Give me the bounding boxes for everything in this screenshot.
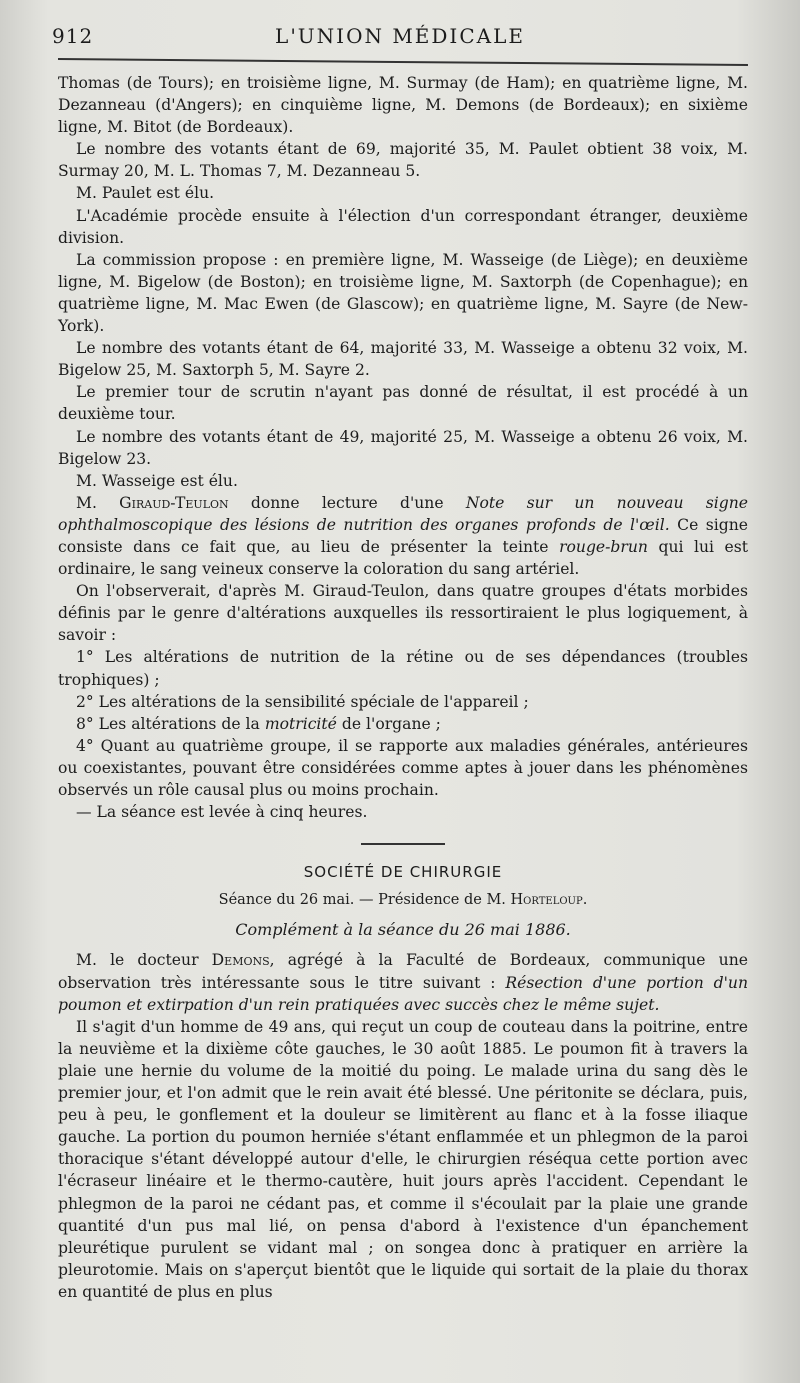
text-run: de l'organe ; <box>336 714 441 733</box>
paragraph <box>58 949 748 1015</box>
observation-title: Résection d'une portion d'un poumon et extirpation d'un rein pratiquées avec succès chez le même sujet. <box>58 973 749 1014</box>
note-title: Note sur un nouveau signe ophthalmoscopique des lésions de nutrition des organes profonds de l'œil. <box>58 493 748 534</box>
text-run: qui lui est ordinaire, le sang veineux conserve la coloration du sang artériel. <box>58 537 749 579</box>
text-run: M. <box>76 493 120 512</box>
text-run: 8° Les altérations de la <box>76 714 265 733</box>
paragraph: Il s'agit d'un homme de 49 ans, qui reçut un coup de couteau dans la poitrine, entre la neuvième et la dixième côte gauches, le 30 août 1885. Le poumon fit à travers la plaie une hernie du volume de la moitié du poing. Le malade urina du sang dès le premier jour, et l'on admit que le rein avait été blessé. Une péritonite se déclara, puis, peu à peu, le gonflement et la douleur se limitèrent au flanc et à la fosse iliaque gauche. La portion du poumon herniée s'étant enflammée et un phlegmon de la paroi thoracique s'étant développé autour d'elle, le chirurgien réséqua cette portion avec l'écraseur linéaire et le thermo-cautère, huit jours après l'accident. Cependant le phlegmon de la paroi ne cédant pas, et comme il s'écoulait par la plaie une grande quantité d'un pus mal lié, on pensa d'abord à l'existence d'un épanchement pleurétique purulent se vidant mal ; on songea donc à pratiquer en arrière la pleurotomie. Mais on s'aperçut bientôt que le liquide qui sortait de la plaie du thorax en quantité de plus en plus <box>58 1017 748 1301</box>
text-run: donne lecture d'une <box>228 493 466 512</box>
text-run: Séance du 26 mai. — Présidence de M. <box>218 892 511 909</box>
complement-heading: Complément à la séance du 26 mai 1886. <box>235 920 571 940</box>
article-body <box>58 72 748 1303</box>
text-run: M. le docteur <box>76 951 212 970</box>
author-name: Demons <box>211 951 270 970</box>
page-header <box>0 16 800 56</box>
president-name: Horteloup. <box>510 892 588 909</box>
paragraph: Thomas (de Tours); en troisième ligne, M. Surmay (de Ham); en quatrième ligne, M. Dezanneau (d'Angers); en cinquième ligne, M. Demons (de Bordeaux); en sixième ligne, M. Bitot (de Bordeaux). <box>58 74 748 137</box>
paragraph: Le premier tour de scrutin n'ayant pas donné de résultat, il est procédé à un deuxième tour. <box>58 383 748 424</box>
paragraph: M. Paulet est élu. <box>76 184 215 203</box>
text-run: , agrégé à la Faculté de Bordeaux, communique une observation très intéressante sous le titre suivant : <box>58 951 748 992</box>
paragraph: — La séance est levée à cinq heures. <box>76 803 368 822</box>
list-item <box>58 713 748 735</box>
section-rule <box>361 843 445 845</box>
list-item: 4° Quant au quatrième groupe, il se rapporte aux maladies générales, antérieures ou coexistantes, pouvant être considérées comme aptes à jouer dans les phénomènes observés un rôle causal plus ou moins prochain. <box>58 736 748 799</box>
author-name: Giraud-Teulon <box>119 493 229 512</box>
text-run: Ce signe consiste dans ce fait que, au lieu de présenter la teinte <box>58 515 748 556</box>
section-title: SOCIÉTÉ DE CHIRURGIE <box>303 863 503 882</box>
paragraph: L'Académie procède ensuite à l'élection d'un correspondant étranger, deuxième division. <box>58 206 748 247</box>
list-item: 2° Les altérations de la sensibilité spéciale de l'appareil ; <box>76 692 529 711</box>
italic-term: rouge-brun <box>559 537 648 556</box>
paragraph <box>58 492 748 580</box>
header-rule <box>58 58 748 66</box>
list-item: 1° Les altérations de nutrition de la rétine ou de ses dépendances (troubles trophiques) ; <box>58 648 748 689</box>
paragraph: On l'observerait, d'après M. Giraud-Teulon, dans quatre groupes d'états morbides définis par le genre d'altérations auxquelles ils ressortiraient le plus logiquement, à savoir : <box>58 582 748 645</box>
running-title: L'UNION MÉDICALE <box>275 24 525 48</box>
italic-term: motricité <box>264 714 337 733</box>
paragraph: Le nombre des votants étant de 69, majorité 35, M. Paulet obtient 38 voix, M. Surmay 20, M. L. Thomas 7, M. Dezanneau 5. <box>58 140 748 181</box>
page-number: 912 <box>52 24 94 48</box>
paragraph: Le nombre des votants étant de 49, majorité 25, M. Wasseige a obtenu 26 voix, M. Bigelow 23. <box>58 427 748 468</box>
paragraph: Le nombre des votants étant de 64, majorité 33, M. Wasseige a obtenu 32 voix, M. Bigelow 25, M. Saxtorph 5, M. Sayre 2. <box>58 339 748 380</box>
paragraph: La commission propose : en première ligne, M. Wasseige (de Liège); en deuxième ligne, M. Bigelow (de Boston); en troisième ligne, M. Saxtorph (de Copenhague); en quatrième ligne, M. Mac Ewen (de Glascow); en quatrième ligne, M. Sayre (de New-York). <box>58 250 748 336</box>
session-line <box>58 889 748 911</box>
paragraph: M. Wasseige est élu. <box>76 471 238 490</box>
